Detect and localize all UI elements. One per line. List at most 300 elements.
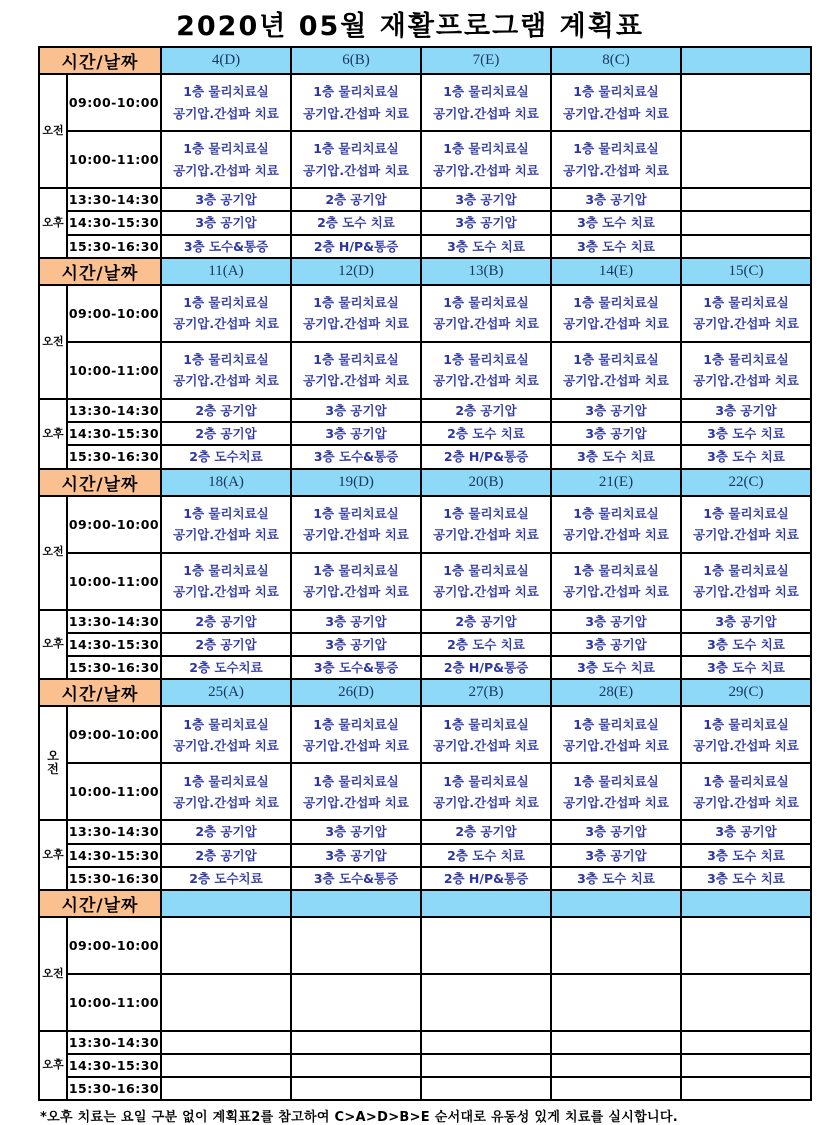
time-cell: 10:00-11:00 <box>67 342 161 399</box>
treatment-cell <box>291 1054 421 1077</box>
time-cell: 10:00-11:00 <box>67 131 161 188</box>
treatment-line-1: 1층 물리치료실 <box>573 352 659 367</box>
treatment-line-1: 1층 물리치료실 <box>573 84 659 100</box>
treatment-line-1: 1층 물리치료실 <box>313 505 399 521</box>
treatment-cell <box>291 74 421 131</box>
treatment-line-2: 공기압.간섭파 치료 <box>563 794 669 810</box>
treatment-cell: 3층 공기압 <box>291 422 421 445</box>
row-label-pm: 오후 <box>39 399 67 469</box>
treatment-cell <box>681 1077 811 1100</box>
treatment-line-1: 1층 물리치료실 <box>443 716 529 732</box>
treatment-cell: 3층 공기압 <box>551 610 681 633</box>
treatment-cell <box>551 131 681 188</box>
treatment-cell: 3층 도수 치료 <box>551 445 681 468</box>
treatment-cell: 2층 도수치료 <box>161 867 291 890</box>
time-cell: 15:30-16:30 <box>67 656 161 679</box>
treatment-line-1: 1층 물리치료실 <box>183 716 269 732</box>
treatment-line-1: 1층 물리치료실 <box>703 295 789 310</box>
treatment-cell <box>681 496 811 553</box>
treatment-cell: 2층 H/P&통증 <box>421 445 551 468</box>
week-2-header-row <box>39 258 811 285</box>
treatment-cell: 3층 도수&통증 <box>291 656 421 679</box>
week-3-pm-row-3 <box>39 656 811 679</box>
treatment-cell: 2층 공기압 <box>161 844 291 867</box>
time-cell: 09:00-10:00 <box>67 285 161 342</box>
date-header-col2: 19(D) <box>291 469 421 496</box>
date-header-col3: 20(B) <box>421 469 551 496</box>
treatment-cell: 3층 도수 치료 <box>551 867 681 890</box>
treatment-cell: 3층 공기압 <box>551 633 681 656</box>
row-label-am: 오전 <box>39 496 67 610</box>
date-header-col1 <box>161 890 291 917</box>
treatment-cell <box>421 974 551 1031</box>
treatment-cell <box>681 553 811 610</box>
treatment-cell <box>161 917 291 974</box>
treatment-cell: 2층 공기압 <box>421 820 551 843</box>
week-4-pm-row-1 <box>39 820 811 843</box>
treatment-line-1: 1층 물리치료실 <box>703 562 789 578</box>
treatment-cell: 2층 도수 치료 <box>291 211 421 234</box>
time-cell: 14:30-15:30 <box>67 633 161 656</box>
treatment-cell: 2층 도수치료 <box>161 445 291 468</box>
treatment-cell <box>291 131 421 188</box>
treatment-line-1: 1층 물리치료실 <box>183 141 269 157</box>
treatment-cell <box>551 974 681 1031</box>
time-cell: 15:30-16:30 <box>67 867 161 890</box>
treatment-cell <box>551 496 681 553</box>
treatment-cell <box>161 763 291 820</box>
time-cell: 10:00-11:00 <box>67 553 161 610</box>
week-5-pm-row-1 <box>39 1031 811 1054</box>
treatment-cell <box>161 974 291 1031</box>
date-header-col5: 15(C) <box>681 258 811 285</box>
treatment-cell <box>421 1077 551 1100</box>
treatment-cell <box>291 496 421 553</box>
week-3-pm-row-1 <box>39 610 811 633</box>
treatment-cell: 2층 H/P&통증 <box>291 235 421 258</box>
date-header-col3: 7(E) <box>421 47 551 74</box>
schedule-table <box>38 46 812 1101</box>
date-header-col1: 18(A) <box>161 469 291 496</box>
treatment-cell: 3층 공기압 <box>551 422 681 445</box>
treatment-cell <box>291 342 421 399</box>
treatment-cell <box>421 1054 551 1077</box>
treatment-line-1: 1층 물리치료실 <box>443 295 529 310</box>
treatment-cell: 3층 도수 치료 <box>681 422 811 445</box>
treatment-cell <box>681 188 811 211</box>
row-label-am: 오전 <box>39 74 67 188</box>
treatment-cell <box>551 74 681 131</box>
treatment-line-2: 공기압.간섭파 치료 <box>303 794 409 810</box>
treatment-line-1: 1층 물리치료실 <box>313 84 399 100</box>
treatment-cell: 3층 공기압 <box>421 188 551 211</box>
treatment-line-2: 공기압.간섭파 치료 <box>563 584 669 599</box>
treatment-line-2: 공기압.간섭파 치료 <box>173 316 279 332</box>
date-header-col2 <box>291 890 421 917</box>
treatment-cell <box>161 1077 291 1100</box>
treatment-line-2: 공기압.간섭파 치료 <box>563 527 669 542</box>
treatment-line-1: 1층 물리치료실 <box>573 773 659 789</box>
treatment-cell: 2층 공기압 <box>161 399 291 422</box>
week-2-am-row-2 <box>39 342 811 399</box>
treatment-line-2: 공기압.간섭파 치료 <box>693 737 799 753</box>
treatment-cell: 3층 공기압 <box>291 844 421 867</box>
date-header-col4 <box>551 890 681 917</box>
treatment-cell: 3층 공기압 <box>291 820 421 843</box>
time-cell: 10:00-11:00 <box>67 763 161 820</box>
schedule-body <box>39 47 811 1100</box>
time-date-header: 시간/날짜 <box>39 469 161 496</box>
treatment-cell: 3층 도수 치료 <box>681 445 811 468</box>
treatment-line-2: 공기압.간섭파 치료 <box>433 794 539 810</box>
time-cell: 09:00-10:00 <box>67 74 161 131</box>
treatment-cell <box>551 1031 681 1054</box>
treatment-line-1: 1층 물리치료실 <box>573 562 659 578</box>
treatment-cell <box>291 1077 421 1100</box>
treatment-cell: 3층 공기압 <box>681 399 811 422</box>
treatment-line-2: 공기압.간섭파 치료 <box>303 373 409 389</box>
treatment-line-2: 공기압.간섭파 치료 <box>563 316 669 332</box>
time-date-header: 시간/날짜 <box>39 47 161 74</box>
treatment-line-1: 1층 물리치료실 <box>313 352 399 367</box>
treatment-cell: 3층 공기압 <box>421 211 551 234</box>
week-3-am-row-1 <box>39 496 811 553</box>
time-cell: 13:30-14:30 <box>67 820 161 843</box>
treatment-cell: 3층 도수 치료 <box>551 235 681 258</box>
week-3-am-row-2 <box>39 553 811 610</box>
treatment-line-2: 공기압.간섭파 치료 <box>433 373 539 389</box>
treatment-cell: 3층 공기압 <box>291 399 421 422</box>
treatment-line-2: 공기압.간섭파 치료 <box>303 527 409 542</box>
treatment-cell: 3층 공기압 <box>551 399 681 422</box>
week-2-am-row-1 <box>39 285 811 342</box>
treatment-cell: 2층 공기압 <box>161 610 291 633</box>
treatment-line-2: 공기압.간섭파 치료 <box>173 584 279 599</box>
treatment-line-2: 공기압.간섭파 치료 <box>173 527 279 542</box>
treatment-line-1: 1층 물리치료실 <box>443 141 529 157</box>
treatment-cell <box>421 342 551 399</box>
treatment-line-1: 1층 물리치료실 <box>573 716 659 732</box>
time-cell: 09:00-10:00 <box>67 496 161 553</box>
week-2-pm-row-1 <box>39 399 811 422</box>
treatment-cell <box>551 553 681 610</box>
treatment-line-1: 1층 물리치료실 <box>703 352 789 367</box>
row-label-am: 오전 <box>39 285 67 399</box>
treatment-cell <box>161 553 291 610</box>
week-5-am-row-1 <box>39 917 811 974</box>
treatment-line-1: 1층 물리치료실 <box>573 295 659 310</box>
time-cell: 15:30-16:30 <box>67 445 161 468</box>
treatment-cell <box>681 235 811 258</box>
treatment-cell: 2층 도수 치료 <box>421 844 551 867</box>
treatment-cell: 3층 도수 치료 <box>551 656 681 679</box>
treatment-cell: 3층 도수 치료 <box>681 844 811 867</box>
treatment-cell <box>551 1054 681 1077</box>
treatment-cell: 3층 도수 치료 <box>421 235 551 258</box>
treatment-cell <box>421 1031 551 1054</box>
time-cell: 09:00-10:00 <box>67 706 161 763</box>
time-cell: 13:30-14:30 <box>67 610 161 633</box>
week-1-am-row-2 <box>39 131 811 188</box>
date-header-col2: 26(D) <box>291 679 421 706</box>
treatment-line-2: 공기압.간섭파 치료 <box>433 527 539 542</box>
treatment-cell <box>551 285 681 342</box>
treatment-cell <box>421 285 551 342</box>
treatment-cell: 2층 공기압 <box>161 633 291 656</box>
treatment-line-2: 공기압.간섭파 치료 <box>693 527 799 542</box>
treatment-cell <box>291 285 421 342</box>
treatment-cell: 3층 공기압 <box>291 610 421 633</box>
treatment-line-2: 공기압.간섭파 치료 <box>303 162 409 178</box>
treatment-cell <box>681 917 811 974</box>
week-4-am-row-2 <box>39 763 811 820</box>
treatment-cell <box>161 1031 291 1054</box>
treatment-cell <box>551 706 681 763</box>
time-cell: 14:30-15:30 <box>67 211 161 234</box>
treatment-line-1: 1층 물리치료실 <box>443 505 529 521</box>
treatment-cell <box>681 211 811 234</box>
treatment-line-2: 공기압.간섭파 치료 <box>693 373 799 389</box>
treatment-cell <box>291 974 421 1031</box>
time-date-header: 시간/날짜 <box>39 679 161 706</box>
treatment-line-2: 공기압.간섭파 치료 <box>303 737 409 753</box>
treatment-cell: 3층 도수 치료 <box>681 867 811 890</box>
row-label-pm: 오후 <box>39 1031 67 1100</box>
week-2-pm-row-3 <box>39 445 811 468</box>
week-1-pm-row-2 <box>39 211 811 234</box>
treatment-cell <box>291 553 421 610</box>
time-cell: 13:30-14:30 <box>67 399 161 422</box>
treatment-line-2: 공기압.간섭파 치료 <box>433 584 539 599</box>
week-4-header-row <box>39 679 811 706</box>
treatment-cell <box>421 706 551 763</box>
treatment-cell <box>421 74 551 131</box>
treatment-cell: 3층 도수&통증 <box>291 867 421 890</box>
row-label-pm: 오후 <box>39 610 67 680</box>
treatment-line-2: 공기압.간섭파 치료 <box>433 162 539 178</box>
treatment-cell: 3층 공기압 <box>551 188 681 211</box>
date-header-col3: 27(B) <box>421 679 551 706</box>
treatment-line-1: 1층 물리치료실 <box>573 141 659 157</box>
treatment-cell: 3층 공기압 <box>551 820 681 843</box>
treatment-cell: 3층 공기압 <box>681 610 811 633</box>
treatment-cell <box>161 74 291 131</box>
treatment-cell <box>421 496 551 553</box>
treatment-cell <box>291 917 421 974</box>
date-header-col5 <box>681 890 811 917</box>
treatment-cell <box>681 342 811 399</box>
week-5-header-row <box>39 890 811 917</box>
treatment-line-1: 1층 물리치료실 <box>313 141 399 157</box>
row-label-am: 오전 <box>39 917 67 1031</box>
row-label-pm: 오후 <box>39 188 67 258</box>
date-header-col3: 13(B) <box>421 258 551 285</box>
treatment-cell: 2층 도수 치료 <box>421 633 551 656</box>
treatment-line-2: 공기압.간섭파 치료 <box>433 105 539 121</box>
week-5-pm-row-3 <box>39 1077 811 1100</box>
treatment-line-1: 1층 물리치료실 <box>183 773 269 789</box>
treatment-cell: 2층 공기압 <box>161 422 291 445</box>
treatment-cell <box>161 342 291 399</box>
treatment-cell <box>161 1054 291 1077</box>
week-3-pm-row-2 <box>39 633 811 656</box>
time-cell: 09:00-10:00 <box>67 917 161 974</box>
time-cell: 10:00-11:00 <box>67 974 161 1031</box>
time-cell: 15:30-16:30 <box>67 1077 161 1100</box>
date-header-col3 <box>421 890 551 917</box>
footnote: *오후 치료는 요일 구분 없이 계획표2를 참고하여 C>A>D>B>E 순서대로 유동성 있게 치료를 실시합니다. <box>40 1110 678 1125</box>
treatment-cell <box>291 763 421 820</box>
row-label-pm: 오후 <box>39 820 67 890</box>
treatment-line-1: 1층 물리치료실 <box>183 352 269 367</box>
date-header-col4: 28(E) <box>551 679 681 706</box>
treatment-line-2: 공기압.간섭파 치료 <box>303 316 409 332</box>
time-date-header: 시간/날짜 <box>39 890 161 917</box>
treatment-cell <box>421 553 551 610</box>
treatment-cell <box>291 706 421 763</box>
treatment-line-2: 공기압.간섭파 치료 <box>173 162 279 178</box>
treatment-cell <box>681 131 811 188</box>
treatment-cell <box>291 1031 421 1054</box>
treatment-line-1: 1층 물리치료실 <box>313 295 399 310</box>
treatment-cell <box>421 917 551 974</box>
treatment-cell <box>681 706 811 763</box>
date-header-col4: 21(E) <box>551 469 681 496</box>
week-1-pm-row-3 <box>39 235 811 258</box>
week-3-header-row <box>39 469 811 496</box>
treatment-cell: 2층 공기압 <box>161 820 291 843</box>
time-date-header: 시간/날짜 <box>39 258 161 285</box>
treatment-cell <box>161 496 291 553</box>
date-header-col1: 11(A) <box>161 258 291 285</box>
treatment-line-2: 공기압.간섭파 치료 <box>563 105 669 121</box>
treatment-cell <box>161 131 291 188</box>
date-header-col2: 6(B) <box>291 47 421 74</box>
date-header-col4: 14(E) <box>551 258 681 285</box>
treatment-cell <box>551 763 681 820</box>
treatment-cell <box>161 706 291 763</box>
week-1-pm-row-1 <box>39 188 811 211</box>
treatment-line-1: 1층 물리치료실 <box>443 352 529 367</box>
treatment-line-1: 1층 물리치료실 <box>183 295 269 310</box>
date-header-col1: 25(A) <box>161 679 291 706</box>
week-1-header-row <box>39 47 811 74</box>
week-4-am-row-1 <box>39 706 811 763</box>
treatment-cell: 3층 도수 치료 <box>551 211 681 234</box>
treatment-line-2: 공기압.간섭파 치료 <box>173 737 279 753</box>
treatment-cell: 3층 공기압 <box>291 633 421 656</box>
treatment-line-2: 공기압.간섭파 치료 <box>303 105 409 121</box>
treatment-line-2: 공기압.간섭파 치료 <box>693 794 799 810</box>
treatment-cell: 3층 공기압 <box>161 211 291 234</box>
week-5-am-row-2 <box>39 974 811 1031</box>
treatment-cell <box>681 763 811 820</box>
treatment-cell: 2층 H/P&통증 <box>421 867 551 890</box>
treatment-line-1: 1층 물리치료실 <box>183 84 269 100</box>
treatment-line-1: 1층 물리치료실 <box>313 716 399 732</box>
date-header-col2: 12(D) <box>291 258 421 285</box>
row-label-am: 오전 <box>39 706 67 820</box>
treatment-cell <box>681 1054 811 1077</box>
treatment-line-1: 1층 물리치료실 <box>443 84 529 100</box>
treatment-line-2: 공기압.간섭파 치료 <box>693 316 799 332</box>
date-header-col4: 8(C) <box>551 47 681 74</box>
date-header-col1: 4(D) <box>161 47 291 74</box>
treatment-line-2: 공기압.간섭파 치료 <box>693 584 799 599</box>
treatment-line-1: 1층 물리치료실 <box>183 505 269 521</box>
treatment-cell: 2층 H/P&통증 <box>421 656 551 679</box>
treatment-cell: 3층 공기압 <box>161 188 291 211</box>
treatment-line-1: 1층 물리치료실 <box>703 773 789 789</box>
treatment-cell: 2층 도수치료 <box>161 656 291 679</box>
treatment-line-1: 1층 물리치료실 <box>703 716 789 732</box>
treatment-line-2: 공기압.간섭파 치료 <box>563 373 669 389</box>
treatment-cell <box>681 285 811 342</box>
time-cell: 13:30-14:30 <box>67 1031 161 1054</box>
treatment-cell <box>681 1031 811 1054</box>
treatment-line-2: 공기압.간섭파 치료 <box>173 373 279 389</box>
treatment-cell <box>551 917 681 974</box>
treatment-cell <box>421 763 551 820</box>
treatment-cell: 2층 공기압 <box>421 399 551 422</box>
treatment-line-2: 공기압.간섭파 치료 <box>563 737 669 753</box>
time-cell: 13:30-14:30 <box>67 188 161 211</box>
date-header-col5: 29(C) <box>681 679 811 706</box>
week-4-pm-row-3 <box>39 867 811 890</box>
treatment-cell <box>551 342 681 399</box>
treatment-line-1: 1층 물리치료실 <box>573 505 659 521</box>
treatment-cell: 3층 공기압 <box>681 820 811 843</box>
treatment-line-1: 1층 물리치료실 <box>313 562 399 578</box>
treatment-cell: 2층 도수 치료 <box>421 422 551 445</box>
treatment-cell <box>551 1077 681 1100</box>
treatment-line-1: 1층 물리치료실 <box>183 562 269 578</box>
page-title: 2020년 05월 재활프로그램 계획표 <box>176 11 644 42</box>
treatment-line-2: 공기압.간섭파 치료 <box>563 162 669 178</box>
treatment-line-1: 1층 물리치료실 <box>443 562 529 578</box>
time-cell: 14:30-15:30 <box>67 422 161 445</box>
treatment-cell: 2층 공기압 <box>291 188 421 211</box>
week-4-pm-row-2 <box>39 844 811 867</box>
time-cell: 14:30-15:30 <box>67 844 161 867</box>
treatment-cell: 3층 도수 치료 <box>681 633 811 656</box>
date-header-col5 <box>681 47 811 74</box>
week-2-pm-row-2 <box>39 422 811 445</box>
time-cell: 14:30-15:30 <box>67 1054 161 1077</box>
treatment-line-1: 1층 물리치료실 <box>313 773 399 789</box>
date-header-col5: 22(C) <box>681 469 811 496</box>
treatment-cell <box>421 131 551 188</box>
treatment-cell <box>681 974 811 1031</box>
treatment-cell: 3층 도수&통증 <box>291 445 421 468</box>
treatment-cell <box>681 74 811 131</box>
treatment-line-2: 공기압.간섭파 치료 <box>303 584 409 599</box>
time-cell: 15:30-16:30 <box>67 235 161 258</box>
treatment-cell <box>161 285 291 342</box>
treatment-line-2: 공기압.간섭파 치료 <box>173 794 279 810</box>
week-5-pm-row-2 <box>39 1054 811 1077</box>
treatment-line-1: 1층 물리치료실 <box>443 773 529 789</box>
week-1-am-row-1 <box>39 74 811 131</box>
treatment-line-2: 공기압.간섭파 치료 <box>433 316 539 332</box>
treatment-cell: 3층 공기압 <box>551 844 681 867</box>
treatment-cell: 2층 공기압 <box>421 610 551 633</box>
treatment-line-1: 1층 물리치료실 <box>703 505 789 521</box>
treatment-line-2: 공기압.간섭파 치료 <box>173 105 279 121</box>
treatment-cell: 3층 도수&통증 <box>161 235 291 258</box>
treatment-line-2: 공기압.간섭파 치료 <box>433 737 539 753</box>
treatment-cell: 3층 도수 치료 <box>681 656 811 679</box>
